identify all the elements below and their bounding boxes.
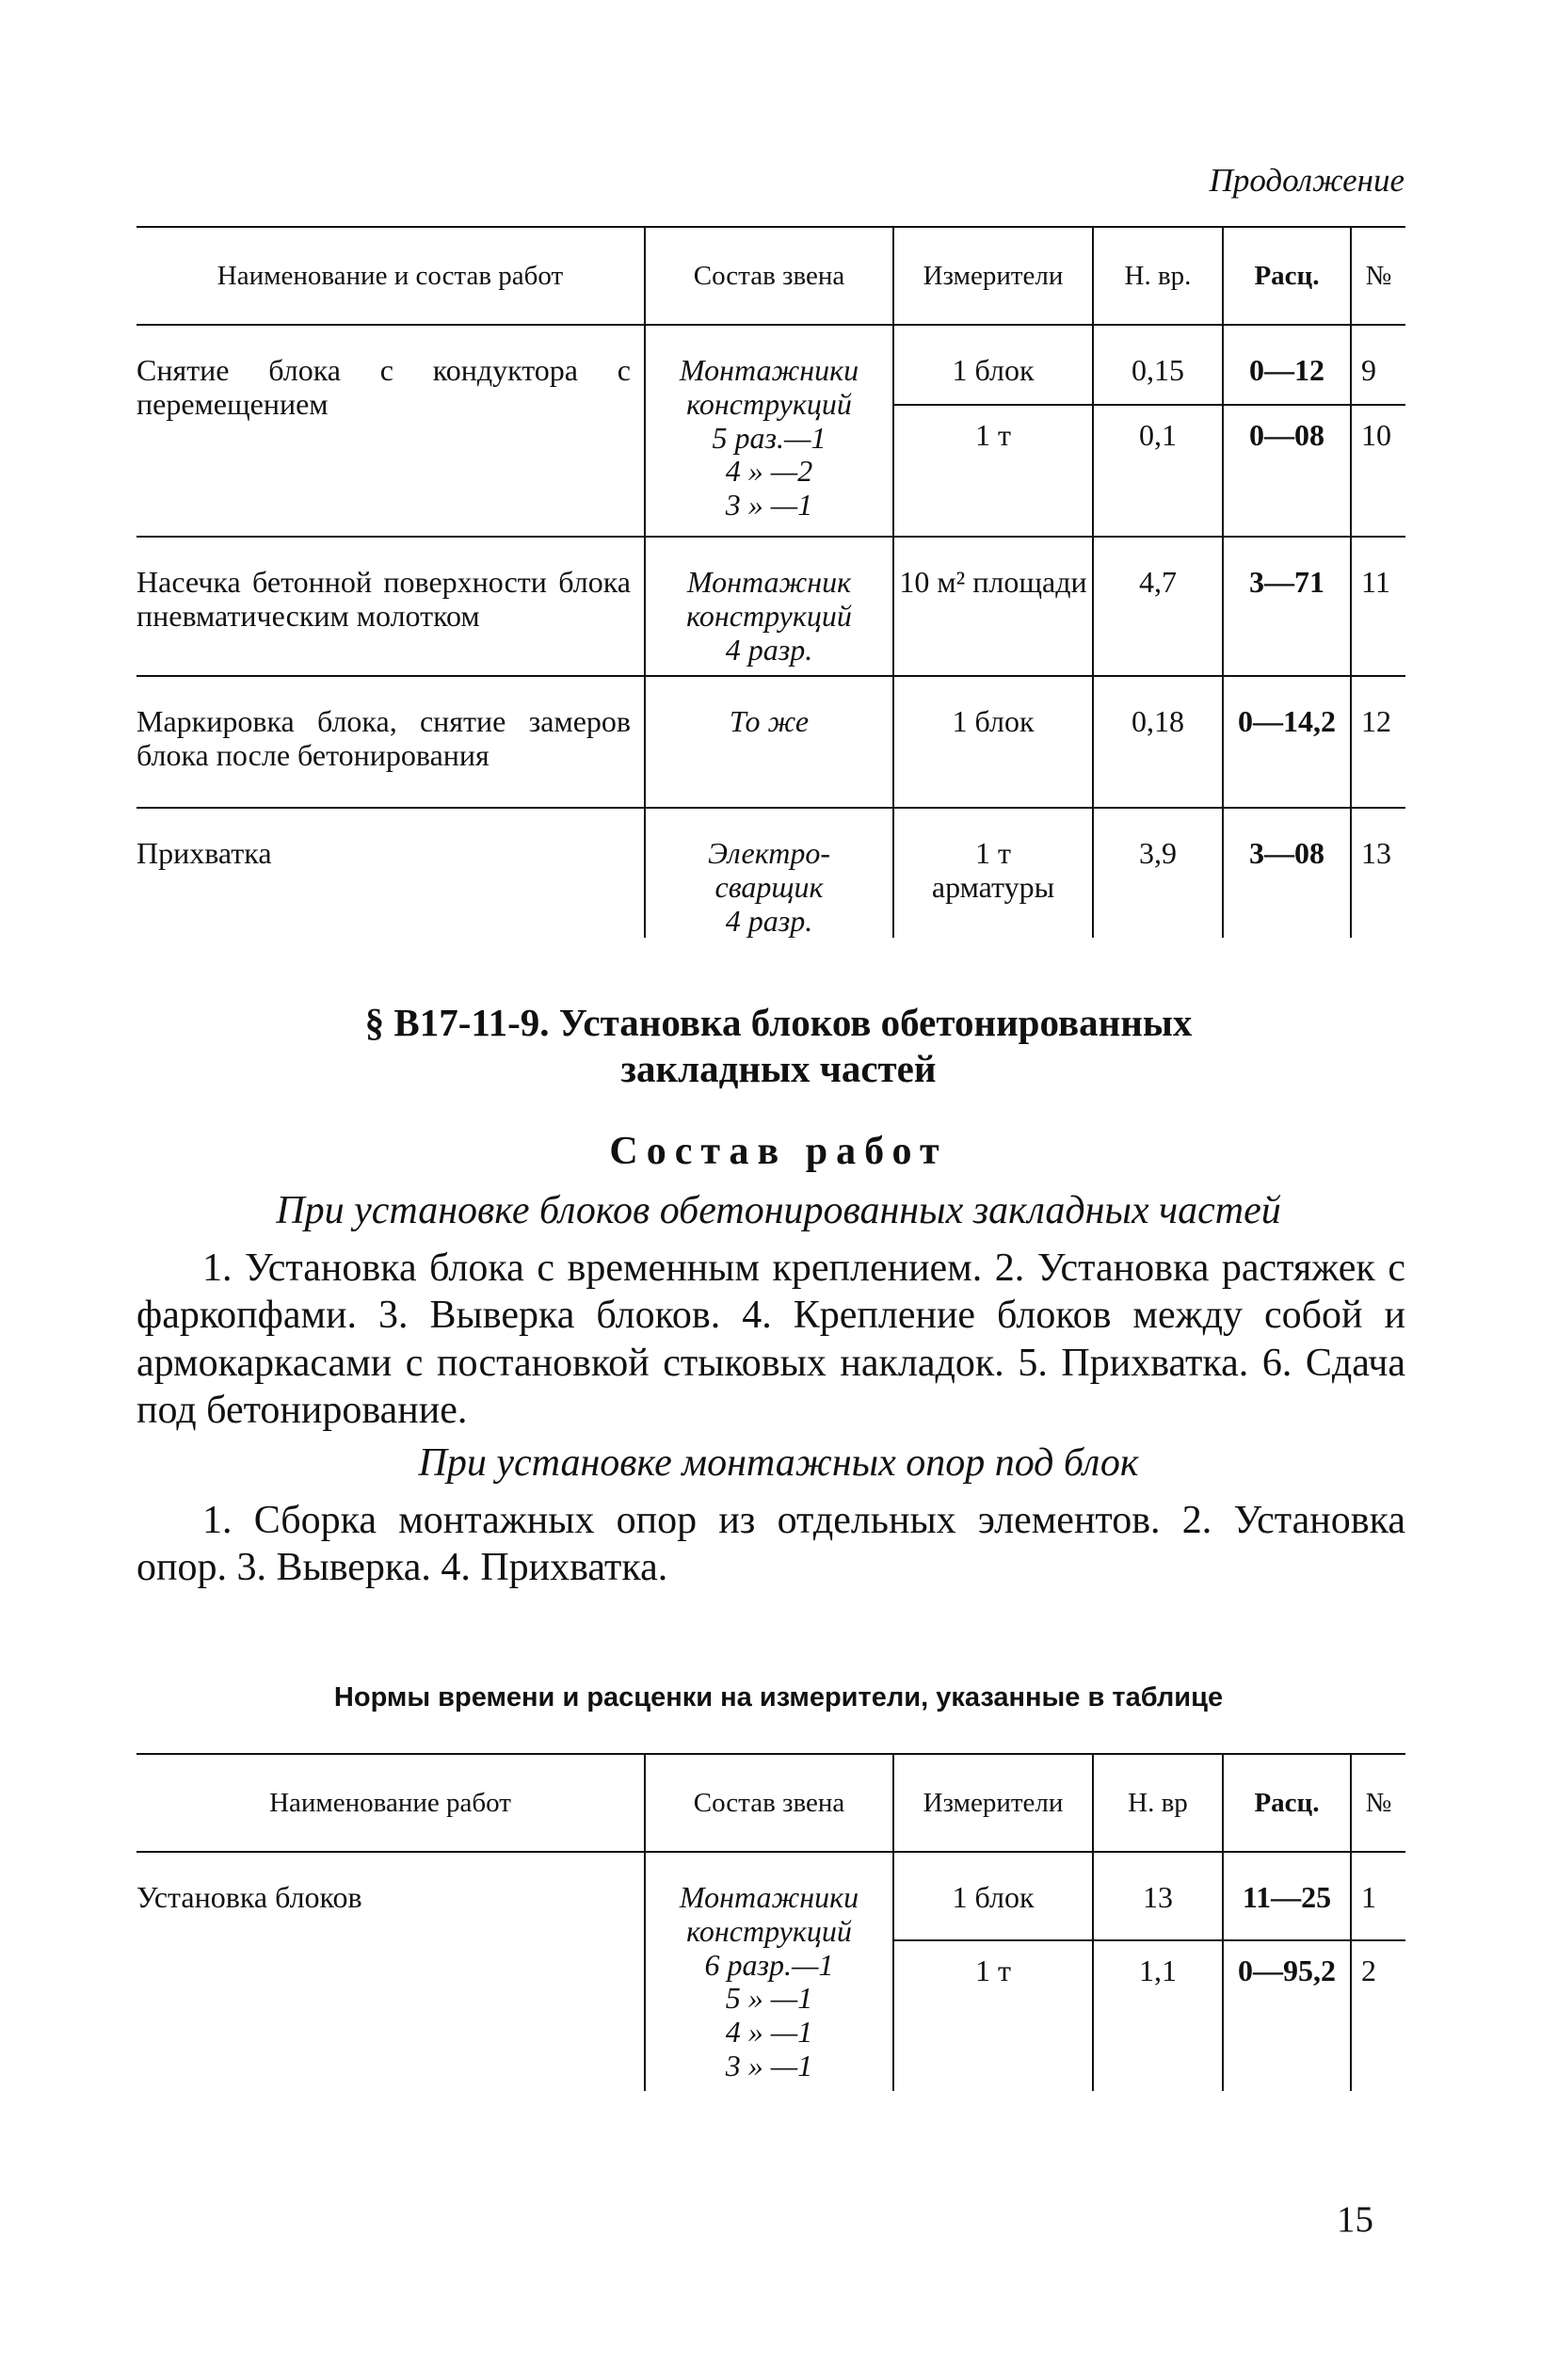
measure-unit: 10 м² площади [893,537,1093,676]
rate: 3—71 [1223,537,1351,676]
time-norm: 4,7 [1093,537,1223,676]
header-measure: Измерители [893,227,1093,325]
rate: 3—08 [1223,808,1351,938]
section-title-line-1: § В17-11-9. Установка блоков обетонированных [364,1001,1193,1044]
rate: 0—14,2 [1223,676,1351,808]
page-number: 15 [1337,2199,1373,2240]
header-work-name: Наименование работ [269,1787,511,1818]
row-number: 10 [1351,405,1405,537]
table-title: Нормы времени и расценки на измерители, указанные в таблице [333,1682,1224,1713]
time-norm: 13 [1093,1852,1223,1940]
crew-composition: Монтажники конструкций 5 раз.—1 4 » —2 3 » —1 [645,325,893,537]
rate: 11—25 [1223,1852,1351,1940]
table-row [136,808,1405,938]
table-row [136,537,1405,676]
header-measure: Измерители [893,1754,1093,1852]
table-row [136,1852,1405,1940]
work-name: Снятие блока с кондуктора с перемещением [136,353,631,421]
norms-table-continued [136,226,1405,938]
header-crew: Состав звена [645,227,893,325]
crew-composition: То же [645,676,893,808]
work-name: Маркировка блока, снятие замеров блока после бетонирования [136,704,631,772]
work-name: Установка блоков [136,1880,362,1914]
header-time-norm: Н. вр [1093,1754,1223,1852]
header-crew: Состав звена [645,1754,893,1852]
time-norm: 0,15 [1093,325,1223,405]
subheading-supports: При установке монтажных опор под блок [418,1441,1139,1485]
measure-unit: 1 блок [893,1852,1093,1940]
row-number: 12 [1351,676,1405,808]
table-row [136,325,1405,405]
time-norm: 1,1 [1093,1940,1223,2091]
header-rate: Расц. [1223,227,1351,325]
time-norm: 3,9 [1093,808,1223,938]
row-number: 11 [1351,537,1405,676]
measure-unit: 1 т [893,405,1093,537]
header-rate: Расц. [1223,1754,1351,1852]
time-norm: 0,1 [1093,405,1223,537]
section-title [0,1000,1557,1092]
paragraph-blocks: 1. Установка блока с временным креплением. 2. Установка растяжек с фаркопфами. 3. Выверка блоков. 4. Крепление блоков между собой и армокаркасами с постановкой стыковых накладок. 5. Прихватка. 6. Сдача под бетонирование. [136,1246,1405,1433]
rate: 0—08 [1223,405,1351,537]
table-header-row [136,227,1405,325]
table-header-row [136,1754,1405,1852]
measure-unit: 1 т арматуры [893,808,1093,938]
crew-composition: Электро- сварщик 4 разр. [645,808,893,938]
crew-composition: Монтажник конструкций 4 разр. [645,537,893,676]
table-row [136,676,1405,808]
work-name: Прихватка [136,836,272,870]
row-number: 1 [1351,1852,1405,1940]
norms-table [136,1753,1405,2091]
subheading-blocks: При установке блоков обетонированных закладных частей [276,1189,1281,1232]
composition-heading: Состав работ [609,1130,948,1173]
measure-unit: 1 блок [893,325,1093,405]
section-title-line-2: закладных частей [620,1047,937,1091]
rate: 0—12 [1223,325,1351,405]
row-number: 13 [1351,808,1405,938]
work-name: Насечка бетонной поверхности блока пневматическим молотком [136,565,631,633]
measure-unit: 1 т [893,1940,1093,2091]
header-work-name: Наименование и состав работ [217,260,564,291]
measure-unit: 1 блок [893,676,1093,808]
time-norm: 0,18 [1093,676,1223,808]
header-number: № [1351,1754,1405,1852]
paragraph-supports: 1. Сборка монтажных опор из отдельных элементов. 2. Установка опор. 3. Выверка. 4. Прихватка. [136,1499,1405,1590]
header-number: № [1351,227,1405,325]
row-number: 2 [1351,1940,1405,2091]
continuation-label: Продолжение [1209,162,1405,199]
rate: 0—95,2 [1223,1940,1351,2091]
row-number: 9 [1351,325,1405,405]
crew-composition: Монтажники конструкций 6 разр.—1 5 » —1 4 » —1 3 » —1 [645,1852,893,2091]
header-time-norm: Н. вр. [1093,227,1223,325]
